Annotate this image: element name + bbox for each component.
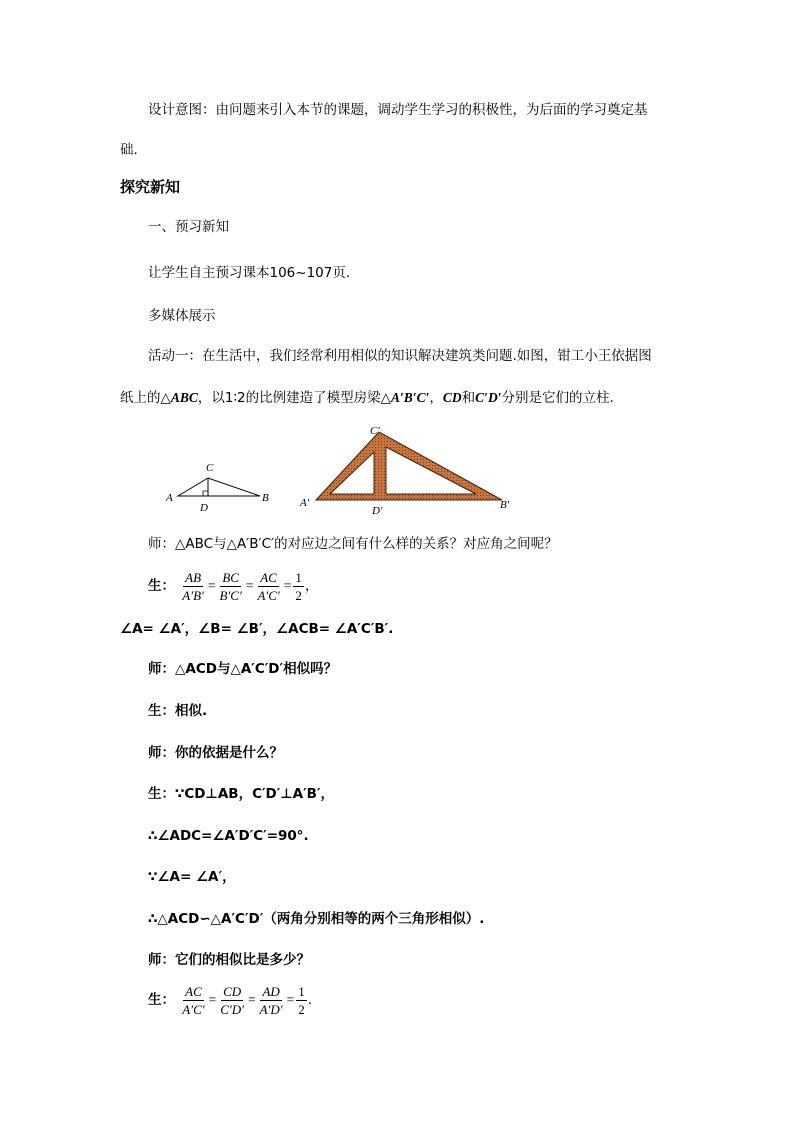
label-a: A (166, 492, 173, 504)
triangle-abc (178, 478, 260, 496)
question-1: 师：△ABC与△A′B′C′的对应边之间有什么样的关系？对应角之间呢？ (148, 536, 558, 552)
question-3: 师：你的依据是什么？ (148, 745, 283, 761)
fraction-half: $\frac{1}{2}$ (295, 569, 302, 603)
question-4: 师：它们的相似比是多少？ (148, 952, 310, 968)
fraction-bc: $\frac{BC}{B'C'}$ (219, 569, 242, 603)
fraction-ac2: $\frac{AC}{A'C'}$ (182, 983, 205, 1017)
label-b: B (262, 492, 269, 504)
reason-3: ∵∠A= ∠A′， (148, 869, 236, 885)
beam-triangle-figure (296, 422, 518, 518)
design-intent-continuation: 础. (120, 142, 138, 158)
label-d-prime: D′ (372, 505, 383, 517)
answer-4-ratios: 生： $\frac{AC}{A'C'}$ = $\frac{CD}{C'D'}$ = $\frac{AD}{A'D'}$ = $\frac{1}{2}$ . (148, 983, 313, 1017)
answer-1-ratios: 生： $\frac{AB}{A'B'}$ = $\frac{BC}{B'C'}$ = $\frac{AC}{A'C'}$ = $\frac{1}{2}$ ， (148, 569, 319, 603)
question-2: 师：△ACD与△A′C′D′相似吗？ (148, 661, 338, 677)
label-c: C (206, 462, 214, 474)
label-a-prime: A′ (300, 497, 310, 509)
reason-1: 生：∵CD⊥AB，C′D′⊥A′B′， (148, 786, 335, 802)
answer-2: 生：相似. (148, 703, 208, 719)
reason-2: ∴∠ADC=∠A′D′C′=90°. (148, 828, 309, 844)
fraction-ad: $\frac{AD}{A'D'}$ (259, 983, 283, 1017)
media-text: 多媒体展示 (148, 308, 216, 324)
activity-line-2: 纸上的△ABC，以1∶2的比例建造了模型房梁△A′B′C′，CD和C′D′分别是它们的立柱. (120, 390, 614, 406)
fraction-cd: $\frac{CD}{C'D'}$ (220, 983, 244, 1017)
small-triangle-figure (160, 458, 280, 516)
right-angle-mark (203, 491, 208, 496)
label-c-prime: C′ (370, 425, 380, 437)
preview-text: 让学生自主预习课本106~107页. (148, 265, 351, 281)
sub-heading: 一、预习新知 (148, 219, 229, 235)
design-intent-text: 设计意图：由问题来引入本节的课题，调动学生学习的积极性，为后面的学习奠定基 (148, 102, 648, 118)
label-d: D (200, 502, 208, 514)
fraction-half-2: $\frac{1}{2}$ (298, 983, 305, 1017)
activity-line-1: 活动一：在生活中，我们经常利用相似的知识解决建筑类问题.如图，钳工小王依据图 (148, 348, 652, 364)
beam-frame (316, 432, 502, 500)
fraction-ac: $\frac{AC}{A'C'}$ (257, 569, 280, 603)
fraction-ab: $\frac{AB}{A'B'}$ (182, 569, 204, 603)
reason-4: ∴△ACD∽△A′C′D′（两角分别相等的两个三角形相似）. (148, 911, 485, 927)
angle-equalities: ∠A= ∠A′，∠B= ∠B′，∠ACB= ∠A′C′B′. (120, 621, 394, 637)
section-title: 探究新知 (120, 178, 181, 196)
label-b-prime: B′ (500, 499, 510, 511)
